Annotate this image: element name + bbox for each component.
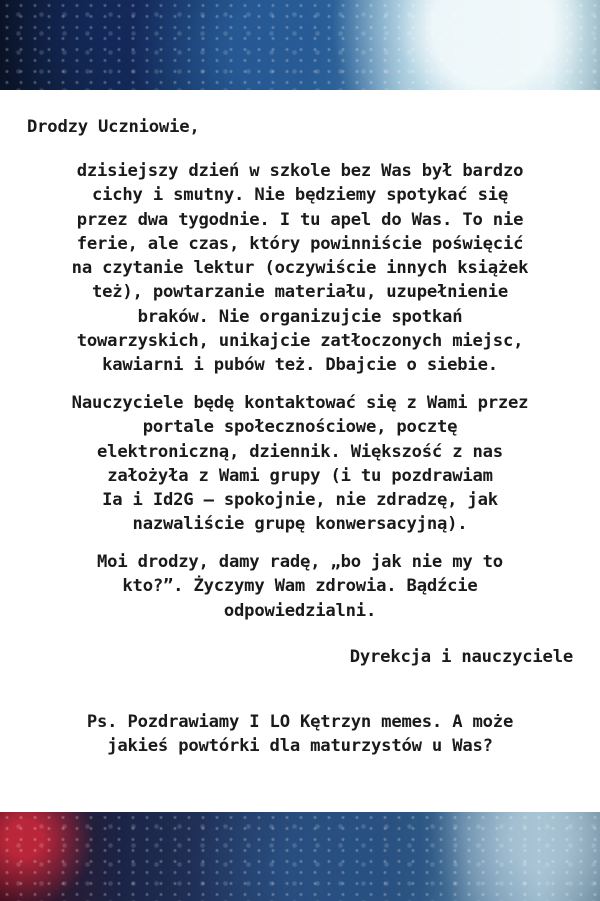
rain-banner-bottom (0, 812, 600, 901)
letter-paragraph-2 (0, 391, 600, 537)
rain-banner-top (0, 0, 600, 90)
text-line: założyła z Wami grupy (i tu pozdrawiam (107, 465, 493, 486)
letter-postscript (0, 710, 600, 759)
text-line: przez dwa tygodnie. I tu apel do Was. To nie (76, 209, 524, 230)
text-line: towarzyskich, unikajcie zatłoczonych miejsc, (76, 331, 524, 352)
text-line: też), powtarzanie materiału, uzupełnienie (91, 282, 509, 303)
raindrops-texture (0, 0, 600, 90)
text-line: jakieś powtórki dla maturzystów u Was? (107, 736, 493, 757)
text-line: Ps. Pozdrawiamy I LO Kętrzyn memes. A może (86, 712, 514, 732)
text-line: na czytanie lektur (oczywiście innych książek (71, 258, 529, 279)
letter-paragraph-1 (0, 159, 600, 378)
raindrops-texture (0, 812, 600, 901)
text-line: kawiarni i pubów też. Dbajcie o siebie. (102, 355, 498, 376)
letter-greeting: Drodzy Uczniowie, (27, 117, 200, 137)
text-line: braków. Nie organizujcie spotkań (137, 306, 463, 327)
text-line: ferie, ale czas, który powinniście poświęcić (76, 233, 524, 254)
text-line: Nauczyciele będę kontaktować się z Wami przez (71, 393, 529, 413)
text-line: nazwaliście grupę konwersacyjną). (132, 514, 468, 535)
text-line: kto?”. Życzymy Wam zdrowia. Bądźcie (122, 576, 478, 597)
letter-paragraph-3 (0, 550, 600, 623)
text-line: portale społecznościowe, pocztę (142, 417, 458, 438)
text-line: Ia i Id2G – spokojnie, nie zdradzę, jak (102, 490, 498, 511)
letter-signature: Dyrekcja i nauczyciele (349, 647, 573, 667)
text-line: dzisiejszy dzień w szkole bez Was był bardzo (76, 161, 524, 181)
text-line: Moi drodzy, damy radę, „bo jak nie my to (97, 552, 503, 572)
text-line: elektroniczną, dziennik. Większość z nas (97, 441, 503, 462)
text-line: odpowiedzialni. (223, 600, 377, 621)
text-line: cichy i smutny. Nie będziemy spotykać się (91, 185, 509, 206)
